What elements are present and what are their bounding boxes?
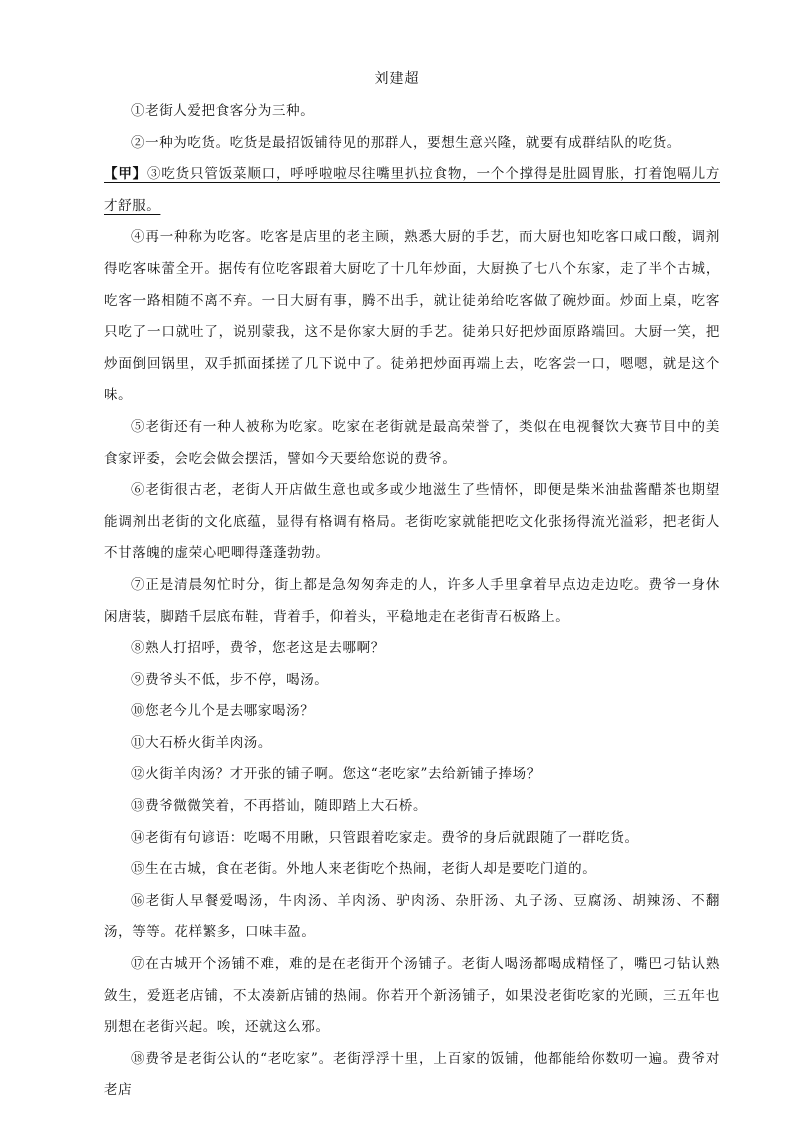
author-name: 刘建超 xyxy=(374,71,420,87)
paragraph-4: ④再一种称为吃客。吃客是店里的老主顾，熟悉大厨的手艺，而大厨也知吃客口咸口酸，调剂得吃客味蕾全开。据传有位吃客跟着大厨吃了十几年炒面，大厨换了七八个东家，走了半个古城，吃客一路相随不离不弃。一日大厨有事，腾不出手，就让徒弟给吃客做了碗炒面。炒面上桌，吃客只吃了一口就吐了，说别蒙我，这不是你家大厨的手艺。徒弟只好把炒面原路端回。大厨一笑，把炒面倒回锅里，双手抓面揉搓了几下说中了。徒弟把炒面再端上去，吃客尝一口，嗯嗯，就是这个味。 xyxy=(104,229,720,404)
paragraph-6: ⑥老街很古老，老街人开店做生意也或多或少地滋生了些情怀，即便是柴米油盐酱醋茶也期望能调剂出老街的文化底蕴，显得有格调有格局。老街吃家就能把吃文化张扬得流光溢彩，把老街人不甘落魄的虚荣心吧唧得蓬蓬勃勃。 xyxy=(104,482,720,562)
paragraph-8: ⑧熟人打招呼，费爷，您老这是去哪啊？ xyxy=(131,640,385,657)
jia-label: 【甲】 xyxy=(104,166,147,183)
paragraph-2: ②一种为吃货。吃货是最招饭铺待见的那群人，要想生意兴隆，就要有成群结队的吃货。 xyxy=(131,134,681,151)
paragraph-13: ⑬费爷微微笑着，不再搭讪，随即踏上大石桥。 xyxy=(131,798,428,815)
paragraph-11: ⑪大石桥火街羊肉汤。 xyxy=(131,734,272,751)
paragraph-15: ⑮生在古城，食在老街。外地人来老街吃个热闹，老街人却是要吃门道的。 xyxy=(131,861,597,878)
paragraph-1: ①老街人爱把食客分为三种。 xyxy=(131,103,315,119)
paragraph-14: ⑭老街有句谚语：吃喝不用瞅，只管跟着吃家走。费爷的身后就跟随了一群吃货。 xyxy=(131,829,639,846)
paragraph-9: ⑨费爷头不低，步不停，喝汤。 xyxy=(131,671,329,688)
paragraph-18: ⑱费爷是老街公认的“老吃家”。老街浮浮十里，上百家的饭铺，他都能给你数叨一遍。费爷对老店 xyxy=(104,1050,720,1099)
paragraph-10: ⑩您老今儿个是去哪家喝汤？ xyxy=(131,703,315,720)
paragraph-12: ⑫火街羊肉汤？才开张的铺子啊。您这“老吃家”去给新铺子捧场？ xyxy=(131,766,541,783)
paragraph-5: ⑤老街还有一种人被称为吃家。吃家在老街就是最高荣誉了，类似在电视餐饮大赛节目中的美食家评委，会吃会做会摆活，譬如今天要给您说的费爷。 xyxy=(104,418,720,467)
paragraph-3-jia xyxy=(104,159,720,222)
jia-text: ③吃货只管饭菜顺口，呼呼啦啦尽往嘴里扒拉食物，一个个撑得是肚圆胃胀，打着饱嗝儿方才舒服。 xyxy=(104,166,720,214)
paragraph-17: ⑰在古城开个汤铺不难，难的是在老街开个汤铺子。老街人喝汤都喝成精怪了，嘴巴刁钻认熟敛生，爱逛老店铺，不太凑新店铺的热闹。你若开个新汤铺子，如果没老街吃家的光顾，三五年也别想在老街兴起。唉，还就这么邪。 xyxy=(104,956,720,1036)
article-body xyxy=(104,96,720,1107)
paragraph-7: ⑦正是清晨匆忙时分，街上都是急匆匆奔走的人，许多人手里拿着早点边走边吃。费爷一身休闲唐装，脚踏千层底布鞋，背着手，仰着头，平稳地走在老街青石板路上。 xyxy=(104,576,720,625)
paragraph-16: ⑯老街人早餐爱喝汤，牛肉汤、羊肉汤、驴肉汤、杂肝汤、丸子汤、豆腐汤、胡辣汤、不翻汤，等等。花样繁多，口味丰盈。 xyxy=(104,892,720,941)
